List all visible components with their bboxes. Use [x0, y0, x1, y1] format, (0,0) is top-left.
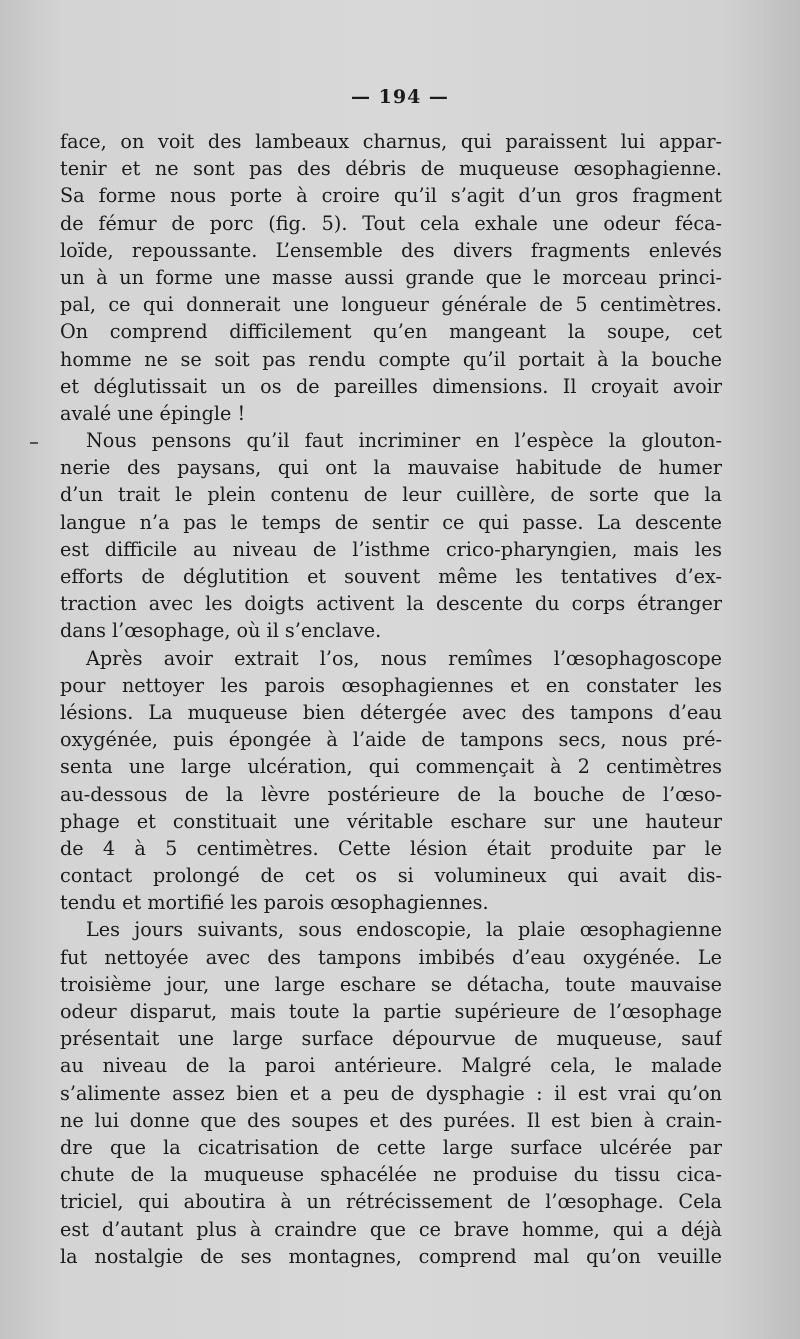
text-line: tendu et mortifié les parois œsophagiennes.	[60, 891, 489, 915]
text-line: nerie des paysans, qui ont la mauvaise habitude de humer	[60, 456, 722, 480]
text-line: pour nettoyer les parois œsophagiennes et en constater les	[60, 673, 722, 697]
text-line: troisième jour, une large eschare se détacha, toute mauvaise	[60, 972, 722, 996]
text-line: efforts de déglutition et souvent même les tentatives d’ex-	[60, 565, 722, 588]
text-line: ne lui donne que des soupes et des purées. Il est bien à crain-	[60, 1108, 722, 1132]
paragraph	[60, 916, 722, 1269]
text-line: traction avec les doigts activent la descente du corps étranger	[60, 592, 722, 616]
text-line: Nous pensons qu’il faut incriminer en l’espèce la glouton-	[86, 429, 722, 453]
text-line: fut nettoyée avec des tampons imbibés d’eau oxygénée. Le	[60, 945, 722, 969]
text-line: On comprend difficilement qu’en mangeant la soupe, cet	[60, 320, 722, 344]
text-line: de fémur de porc (fig. 5). Tout cela exhale une odeur féca-	[60, 211, 722, 235]
margin-mark	[30, 442, 38, 444]
text-line: un à un forme une masse aussi grande que le morceau princi-	[60, 265, 722, 289]
text-line: est difficile au niveau de l’isthme crico-pharyngien, mais les	[60, 537, 722, 561]
text-line: pal, ce qui donnerait une longueur générale de 5 centimètres.	[60, 293, 722, 317]
text-line: dans l’œsophage, où il s’enclave.	[60, 619, 382, 643]
body-text	[60, 128, 722, 1270]
text-line: d’un trait le plein contenu de leur cuillère, de sorte que la	[60, 483, 722, 507]
text-line: contact prolongé de cet os si volumineux qui avait dis-	[60, 864, 722, 888]
text-line: dre que la cicatrisation de cette large surface ulcérée par	[60, 1135, 722, 1159]
text-line: au niveau de la paroi antérieure. Malgré cela, le malade	[60, 1054, 722, 1078]
text-line: Les jours suivants, sous endoscopie, la plaie œsophagienne	[86, 918, 722, 942]
text-line: homme ne se soit pas rendu compte qu’il portait à la bouche	[60, 347, 722, 371]
text-line: langue n’a pas le temps de sentir ce qui passe. La descente	[60, 510, 722, 534]
paragraph	[60, 427, 722, 645]
text-line: lésions. La muqueuse bien détergée avec des tampons d’eau	[60, 700, 722, 724]
text-line: chute de la muqueuse sphacélée ne produise du tissu cica-	[60, 1163, 722, 1187]
paragraph	[60, 128, 722, 427]
text-line: phage et constituait une véritable eschare sur une hauteur	[60, 809, 722, 833]
text-line: de 4 à 5 centimètres. Cette lésion était produite par le	[60, 836, 722, 860]
text-line: loïde, repoussante. L’ensemble des divers fragments enlevés	[60, 238, 722, 262]
text-line: Sa forme nous porte à croire qu’il s’agit d’un gros fragment	[60, 184, 722, 208]
text-line: la nostalgie de ses montagnes, comprend mal qu’on veuille	[60, 1244, 722, 1268]
page-number: — 194 —	[351, 86, 449, 108]
text-line: Après avoir extrait l’os, nous remîmes l’œsophagoscope	[86, 646, 722, 670]
text-line: odeur disparut, mais toute la partie supérieure de l’œsophage	[60, 1000, 722, 1023]
text-line: face, on voit des lambeaux charnus, qui paraissent lui appar-	[60, 130, 722, 153]
paragraph	[60, 645, 722, 917]
text-line: est d’autant plus à craindre que ce brave homme, qui a déjà	[60, 1217, 722, 1241]
text-line: avalé une épingle !	[60, 401, 246, 425]
text-line: tenir et ne sont pas des débris de muqueuse œsophagienne.	[60, 157, 722, 181]
text-line: présentait une large surface dépourvue de muqueuse, sauf	[60, 1027, 722, 1051]
text-line: s’alimente assez bien et a peu de dysphagie : il est vrai qu’on	[60, 1081, 722, 1105]
text-line: et déglutissait un os de pareilles dimensions. Il croyait avoir	[60, 374, 722, 398]
text-line: oxygénée, puis épongée à l’aide de tampons secs, nous pré-	[60, 728, 722, 752]
text-line: triciel, qui aboutira à un rétrécissement de l’œsophage. Cela	[60, 1190, 722, 1214]
text-line: senta une large ulcération, qui commençait à 2 centimètres	[60, 755, 722, 779]
text-line: au-dessous de la lèvre postérieure de la bouche de l’œso-	[60, 782, 722, 806]
